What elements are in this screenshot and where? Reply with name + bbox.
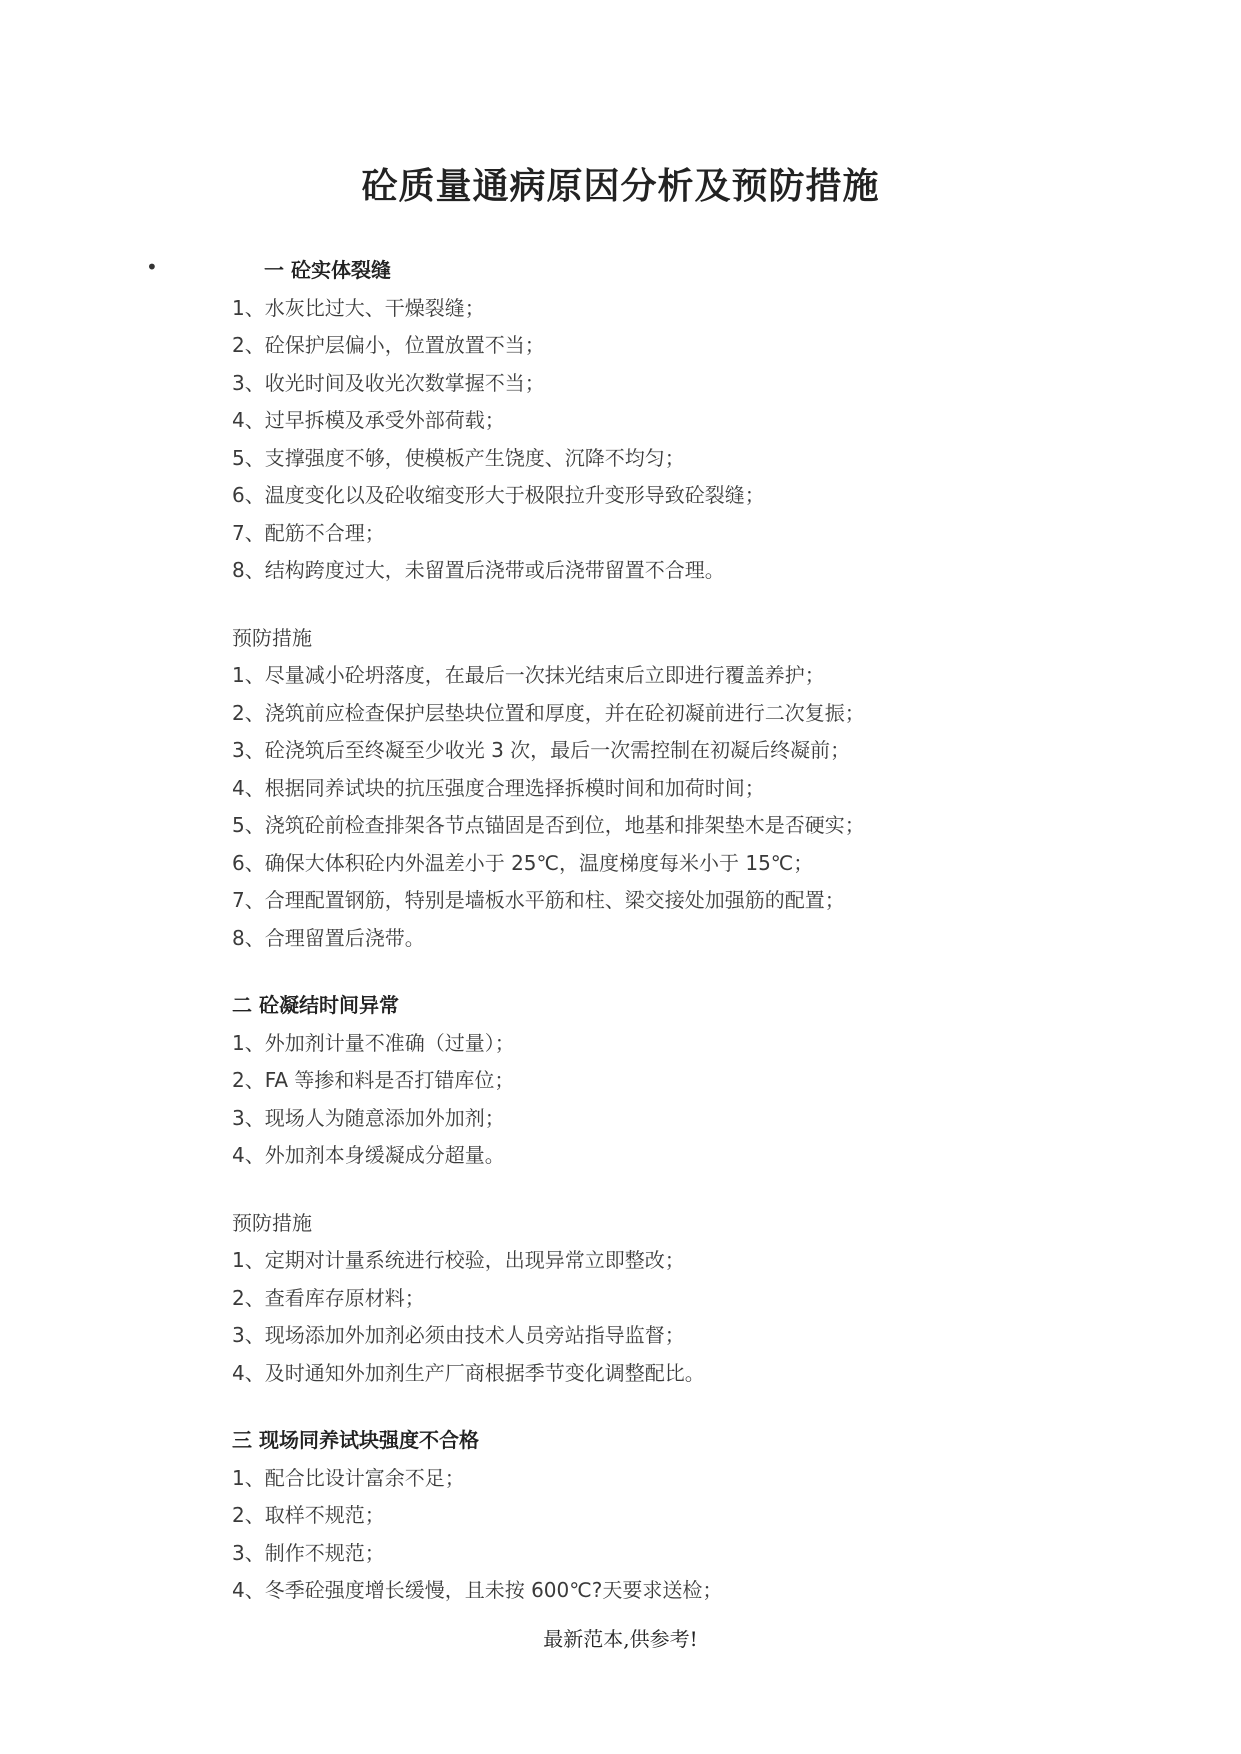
cause-item: 4、外加剂本身缓凝成分超量。	[232, 1143, 505, 1167]
measure-item: 7、合理配置钢筋，特别是墙板水平筋和柱、梁交接处加强筋的配置；	[232, 888, 845, 912]
section-heading-test-block-strength: 三 现场同养试块强度不合格	[232, 1428, 479, 1452]
spacer	[232, 1175, 1192, 1205]
cause-item: 2、砼保护层偏小，位置放置不当；	[232, 333, 545, 357]
measures-label: 预防措施	[232, 625, 312, 650]
measure-item: 2、查看库存原材料；	[232, 1285, 425, 1310]
cause-item: 1、外加剂计量不准确（过量）；	[232, 1030, 515, 1055]
measure-item: 6、确保大体积砼内外温差小于 25℃，温度梯度每米小于 15℃；	[232, 850, 814, 875]
measure-item: 1、定期对计量系统进行校验，出现异常立即整改；	[232, 1248, 685, 1272]
cause-item: 4、冬季砼强度增长缓慢，且未按 600℃?天要求送检；	[232, 1578, 723, 1602]
document-body	[232, 252, 1192, 1610]
cause-item: 2、FA 等掺和料是否打错库位；	[232, 1068, 515, 1092]
cause-item: 4、过早拆模及承受外部荷载；	[232, 408, 505, 432]
measure-item: 4、及时通知外加剂生产厂商根据季节变化调整配比。	[232, 1360, 705, 1385]
cause-item: 2、取样不规范；	[232, 1503, 385, 1527]
spacer	[232, 957, 1192, 987]
page-footer: 最新范本,供参考!	[543, 1627, 698, 1651]
measure-item: 2、浇筑前应检查保护层垫块位置和厚度，并在砼初凝前进行二次复振；	[232, 700, 865, 725]
section-heading-cracks: 一 砼实体裂缝	[264, 258, 391, 282]
cause-item: 1、水灰比过大、干燥裂缝；	[232, 295, 485, 320]
measure-item: 3、现场添加外加剂必须由技术人员旁站指导监督；	[232, 1323, 685, 1347]
measure-item: 1、尽量减小砼坍落度，在最后一次抹光结束后立即进行覆盖养护；	[232, 663, 825, 687]
measure-item: 3、砼浇筑后至终凝至少收光 3 次，最后一次需控制在初凝后终凝前；	[232, 738, 851, 762]
cause-item: 3、现场人为随意添加外加剂；	[232, 1105, 505, 1130]
measure-item: 4、根据同养试块的抗压强度合理选择拆模时间和加荷时间；	[232, 775, 765, 800]
spacer	[232, 1392, 1192, 1422]
measure-item: 8、合理留置后浇带。	[232, 925, 425, 950]
section-heading-setting-time: 二 砼凝结时间异常	[232, 993, 399, 1017]
list-bullet: •	[146, 255, 158, 279]
cause-item: 5、支撑强度不够，使模板产生饶度、沉降不均匀；	[232, 445, 685, 470]
cause-item: 6、温度变化以及砼收缩变形大于极限拉升变形导致砼裂缝；	[232, 483, 765, 507]
measure-item: 5、浇筑砼前检查排架各节点锚固是否到位，地基和排架垫木是否硬实；	[232, 813, 865, 837]
page-title: 砼质量通病原因分析及预防措施	[361, 165, 880, 207]
measures-label: 预防措施	[232, 1210, 312, 1235]
cause-item: 7、配筋不合理；	[232, 520, 385, 545]
cause-item: 3、收光时间及收光次数掌握不当；	[232, 370, 545, 395]
cause-item: 8、结构跨度过大，未留置后浇带或后浇带留置不合理。	[232, 558, 725, 582]
cause-item: 3、制作不规范；	[232, 1540, 385, 1565]
spacer	[232, 590, 1192, 620]
cause-item: 1、配合比设计富余不足；	[232, 1465, 465, 1490]
